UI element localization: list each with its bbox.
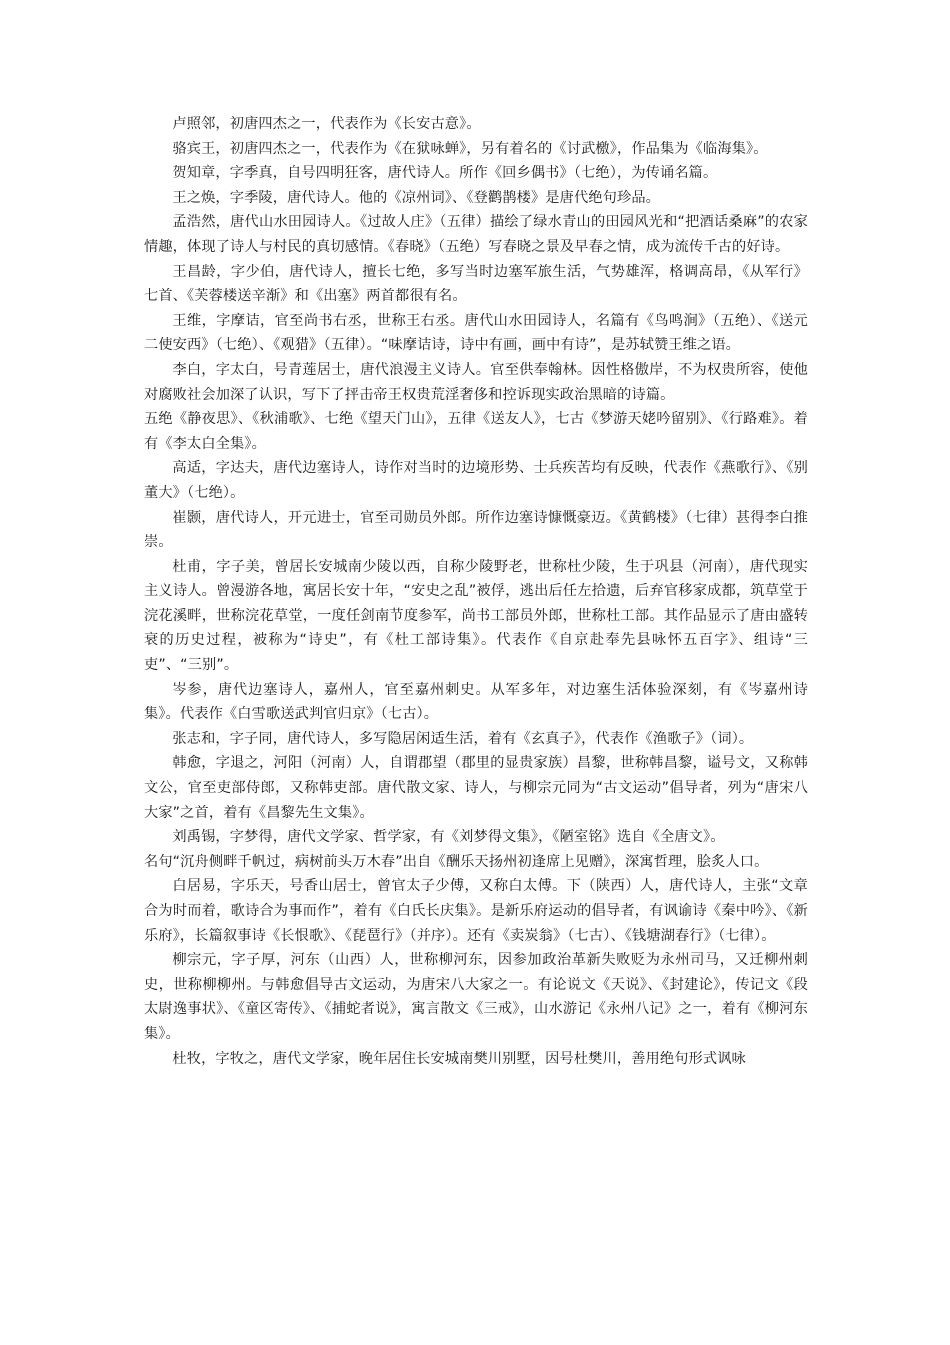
paragraph: 柳宗元，字子厚，河东（山西）人，世称柳河东，因参加政治革新失败贬为永州司马，又迁柳州刺史，世称柳柳州。与韩愈倡导古文运动，为唐宋八大家之一。有论说文《天说》、《封建论》，传记文《段太尉逸事状》、《童区寄传》、《捕蛇者说》，寓言散文《三戒》，山水游记《永州八记》之一，着有《柳河东集》。 <box>144 952 808 1042</box>
paragraph: 高适，字达夫，唐代边塞诗人，诗作对当时的边境形势、士兵疾苦均有反映，代表作《燕歌行》、《别董大》（七绝）。 <box>144 460 808 501</box>
paragraph: 名句“沉舟侧畔千帆过，病树前头万木春”出自《酬乐天扬州初逢席上见赠》，深寓哲理，脍炙人口。 <box>144 853 769 870</box>
paragraph: 王维，字摩诘，官至尚书右丞，世称王右丞。唐代山水田园诗人，名篇有《鸟鸣涧》（五绝）、《送元二使安西》（七绝）、《观猎》（五律）。“味摩诘诗，诗中有画，画中有诗”，是苏轼赞王维之语。 <box>144 312 808 354</box>
paragraph: 五绝《静夜思》、《秋浦歌》、七绝《望天门山》，五律《送友人》，七古《梦游天姥吟留别》、《行路难》。着有《李太白全集》。 <box>144 411 808 452</box>
paragraph: 白居易，字乐天，号香山居士，曾官太子少傅，又称白太傅。下（陕西）人，唐代诗人，主张“文章合为时而着，歌诗合为事而作”，着有《白氏长庆集》。是新乐府运动的倡导者，有讽谕诗《秦中吟》、《新乐府》，长篇叙事诗《长恨歌》、《琵琶行》（并序）。还有《卖炭翁》（七古）、《钱塘湖春行》（七律）。 <box>144 878 808 944</box>
document-page <box>144 112 808 1071</box>
paragraph: 韩愈，字退之，河阳（河南）人，自谓郡望（郡里的显贵家族）昌黎，世称韩昌黎，谥号文，又称韩文公，官至吏部侍郎，又称韩吏部。唐代散文家、诗人，与柳宗元同为“古文运动”倡导者，列为“唐宋八大家”之首，着有《昌黎先生文集》。 <box>144 755 808 821</box>
paragraph: 王昌龄，字少伯，唐代诗人，擅长七绝，多写当时边塞军旅生活，气势雄浑，格调高昂，《从军行》七首、《芙蓉楼送辛渐》和《出塞》两首都很有名。 <box>144 263 808 305</box>
paragraph: 刘禹锡，字梦得，唐代文学家、哲学家，有《刘梦得文集》，《陋室铭》选自《全唐文》。 <box>172 829 725 846</box>
paragraph: 岑参，唐代边塞诗人，嘉州人，官至嘉州刺史。从军多年，对边塞生活体验深刻，有《岑嘉州诗集》。代表作《白雪歌送武判官归京》（七古）。 <box>144 681 808 723</box>
paragraph: 孟浩然，唐代山水田园诗人。《过故人庄》（五律）描绘了绿水青山的田园风光和“把酒话桑麻”的农家情趣，体现了诗人与村民的真切感情。《春晓》（五绝）写春晓之景及早春之情，成为流传千古的好诗。 <box>144 214 808 255</box>
paragraph: 杜牧，字牧之，唐代文学家，晚年居住长安城南樊川别墅，因号杜樊川，善用绝句形式讽咏 <box>172 1050 746 1067</box>
paragraph: 贺知章，字季真，自号四明狂客，唐代诗人。所作《回乡偶书》（七绝），为传诵名篇。 <box>172 165 718 182</box>
paragraph: 崔颢，唐代诗人，开元进士，官至司勋员外郎。所作边塞诗慷慨豪迈。《黄鹤楼》（七律）甚得李白推崇。 <box>144 509 808 551</box>
paragraph: 王之焕，字季陵，唐代诗人。他的《凉州词》、《登鹳鹊楼》是唐代绝句珍品。 <box>172 189 661 206</box>
paragraph: 卢照邻，初唐四杰之一，代表作为《长安古意》。 <box>172 116 481 132</box>
paragraph: 骆宾王，初唐四杰之一，代表作为《在狱咏蝉》，另有着名的《讨武檄》，作品集为《临海集》。 <box>172 140 768 157</box>
paragraph: 杜甫，字子美，曾居长安城南少陵以西，自称少陵野老，世称杜少陵，生于巩县（河南），唐代现实主义诗人。曾漫游各地，寓居长安十年，“安史之乱”被俘，逃出后任左拾遗，后弃官移家成都，筑草堂于浣花溪畔，世称浣花草堂，一度任剑南节度参军，尚书工部员外郎，世称杜工部。其作品显示了唐由盛转衰的历史过程，被称为“诗史”，有《杜工部诗集》。代表作《自京赴奉先县咏怀五百字》、组诗“三吏”、“三别”。 <box>144 558 808 674</box>
paragraph: 李白，字太白，号青莲居士，唐代浪漫主义诗人。官至供奉翰林。因性格傲岸，不为权贵所容，使他对腐败社会加深了认识，写下了抨击帝王权贵荒淫奢侈和控诉现实政治黑暗的诗篇。 <box>144 361 808 403</box>
paragraph: 张志和，字子同，唐代诗人，多写隐居闲适生活，着有《玄真子》，代表作《渔歌子》（词）。 <box>172 730 754 747</box>
